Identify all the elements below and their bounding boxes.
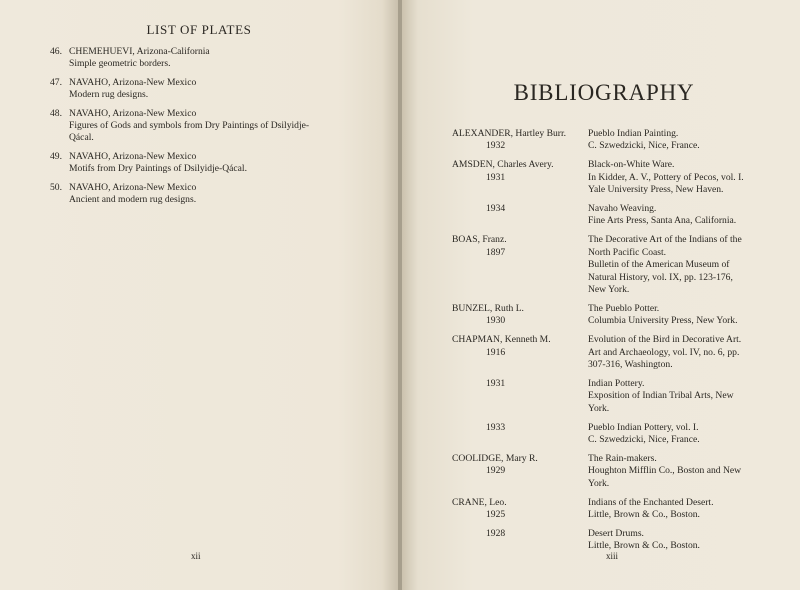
entry-author: CRANE, Leo. [452, 496, 507, 508]
entry-citation [588, 422, 764, 447]
plate-item [50, 182, 370, 207]
plate-item [50, 151, 370, 176]
citation-line: York. [588, 477, 610, 489]
entry-author: BUNZEL, Ruth L. [452, 302, 524, 314]
citation-line: Indians of the Enchanted Desert. [588, 496, 714, 508]
citation-line: Columbia University Press, New York. [588, 315, 738, 327]
plate-number: 47. [50, 76, 62, 88]
entry-citation [588, 334, 764, 371]
citation-line: Houghton Mifflin Co., Boston and New [588, 465, 742, 477]
plate-heading [50, 46, 370, 58]
page-title: BIBLIOGRAPHY [513, 80, 695, 105]
citation-line: The Rain-makers. [588, 452, 657, 464]
plate-number: 46. [50, 46, 62, 57]
plate-description: Qácal. [69, 132, 94, 144]
bibliography-entry [452, 422, 764, 447]
citation-line: 307-316, Washington. [588, 359, 673, 370]
entry-year: 1931 [486, 171, 506, 183]
plate-description: Modern rug designs. [69, 89, 149, 101]
entry-author-block [452, 128, 588, 153]
citation-line: North Pacific Coast. [588, 246, 667, 258]
entry-author-block [452, 203, 588, 228]
left-page [0, 0, 398, 590]
citation-line: C. Szwedzicki, Nice, France. [588, 434, 700, 446]
citation-line: Fine Arts Press, Santa Ana, California. [588, 215, 737, 227]
entry-citation [588, 128, 764, 153]
entry-year: 1916 [486, 346, 506, 358]
plates-list [50, 46, 370, 212]
entry-year: 1930 [486, 315, 506, 327]
citation-line: Yale University Press, New Haven. [588, 184, 724, 196]
plate-heading [50, 182, 370, 194]
plate-title: NAVAHO, Arizona-New Mexico [69, 150, 197, 162]
entry-year: 1933 [486, 421, 506, 433]
citation-line: In Kidder, A. V., Pottery of Pecos, vol. I. [588, 171, 744, 183]
entry-year: 1934 [486, 203, 506, 215]
entry-year: 1897 [486, 246, 506, 258]
entry-author: CHAPMAN, Kenneth M. [452, 334, 551, 346]
entry-author-block [452, 234, 588, 296]
bibliography-entry [452, 528, 764, 553]
citation-line: The Decorative Art of the Indians of the [588, 234, 742, 246]
plate-title: NAVAHO, Arizona-New Mexico [69, 107, 197, 119]
entry-year: 1932 [486, 140, 506, 152]
entry-author-block [452, 528, 588, 553]
entry-citation [588, 303, 764, 328]
entry-author-block [452, 334, 588, 371]
entry-author-block [452, 422, 588, 447]
citation-line: Black-on-White Ware. [588, 159, 675, 171]
citation-line: Bulletin of the American Museum of [588, 259, 730, 271]
plate-number: 49. [50, 150, 62, 162]
entry-citation [588, 159, 764, 196]
entry-author-block [452, 497, 588, 522]
entry-author-block [452, 303, 588, 328]
entry-citation [588, 378, 764, 415]
entry-author: AMSDEN, Charles Avery. [452, 159, 554, 171]
entry-citation [588, 203, 764, 228]
bibliography-entry [452, 159, 764, 196]
citation-line: The Pueblo Potter. [588, 302, 660, 314]
plate-description: Motifs from Dry Paintings of Dsilyidje-Qácal. [69, 163, 247, 175]
right-page [402, 0, 800, 590]
citation-line: Desert Drums. [588, 527, 644, 539]
entry-citation [588, 528, 764, 553]
entry-year: 1928 [486, 527, 506, 539]
citation-line: New York. [588, 283, 630, 295]
entry-year: 1929 [486, 465, 506, 477]
plate-heading [50, 77, 370, 89]
citation-line: C. Szwedzicki, Nice, France. [588, 140, 700, 152]
page-number-right: xiii [606, 551, 619, 561]
plate-number: 48. [50, 107, 62, 119]
plate-description: Ancient and modern rug designs. [69, 194, 197, 206]
bibliography-entry [452, 234, 764, 296]
citation-line: Exposition of Indian Tribal Arts, New [588, 390, 734, 402]
citation-line: Pueblo Indian Painting. [588, 128, 679, 139]
entry-citation [588, 453, 764, 490]
bibliography-entry [452, 128, 764, 153]
bibliography-list [452, 128, 764, 559]
entry-author-block [452, 378, 588, 415]
entry-author: BOAS, Franz. [452, 234, 507, 246]
page-number-left: xii [191, 551, 201, 561]
plate-item [50, 108, 370, 145]
plate-title: NAVAHO, Arizona-New Mexico [69, 76, 197, 88]
citation-line: Navaho Weaving. [588, 203, 657, 215]
plate-title: CHEMEHUEVI, Arizona-California [69, 46, 210, 57]
citation-line: Pueblo Indian Pottery, vol. I. [588, 421, 699, 433]
entry-author-block [452, 159, 588, 196]
plate-item [50, 46, 370, 71]
citation-line: York. [588, 402, 610, 414]
entry-year: 1925 [486, 509, 506, 521]
entry-author: COOLIDGE, Mary R. [452, 452, 538, 464]
entry-citation [588, 497, 764, 522]
bibliography-entry [452, 497, 764, 522]
bibliography-entry [452, 303, 764, 328]
plate-heading [50, 151, 370, 163]
plate-item [50, 77, 370, 102]
citation-line: Natural History, vol. IX, pp. 123-176, [588, 271, 733, 283]
plate-description: Simple geometric borders. [69, 58, 171, 70]
plate-title: NAVAHO, Arizona-New Mexico [69, 181, 197, 193]
plate-heading [50, 108, 370, 120]
bibliography-entry [452, 203, 764, 228]
bibliography-entry [452, 378, 764, 415]
entry-year: 1931 [486, 377, 506, 389]
running-head: LIST OF PLATES [146, 22, 252, 37]
bibliography-entry [452, 453, 764, 490]
plate-number: 50. [50, 181, 62, 193]
plate-description: Figures of Gods and symbols from Dry Paintings of Dsilyidje- [69, 120, 310, 132]
citation-line: Little, Brown & Co., Boston. [588, 540, 700, 552]
citation-line: Evolution of the Bird in Decorative Art. [588, 334, 742, 346]
citation-line: Little, Brown & Co., Boston. [588, 509, 700, 521]
bibliography-entry [452, 334, 764, 371]
citation-line: Art and Archaeology, vol. IV, no. 6, pp. [588, 346, 740, 358]
entry-author: ALEXANDER, Hartley Burr. [452, 128, 567, 139]
citation-line: Indian Pottery. [588, 377, 645, 389]
entry-citation [588, 234, 764, 296]
entry-author-block [452, 453, 588, 490]
